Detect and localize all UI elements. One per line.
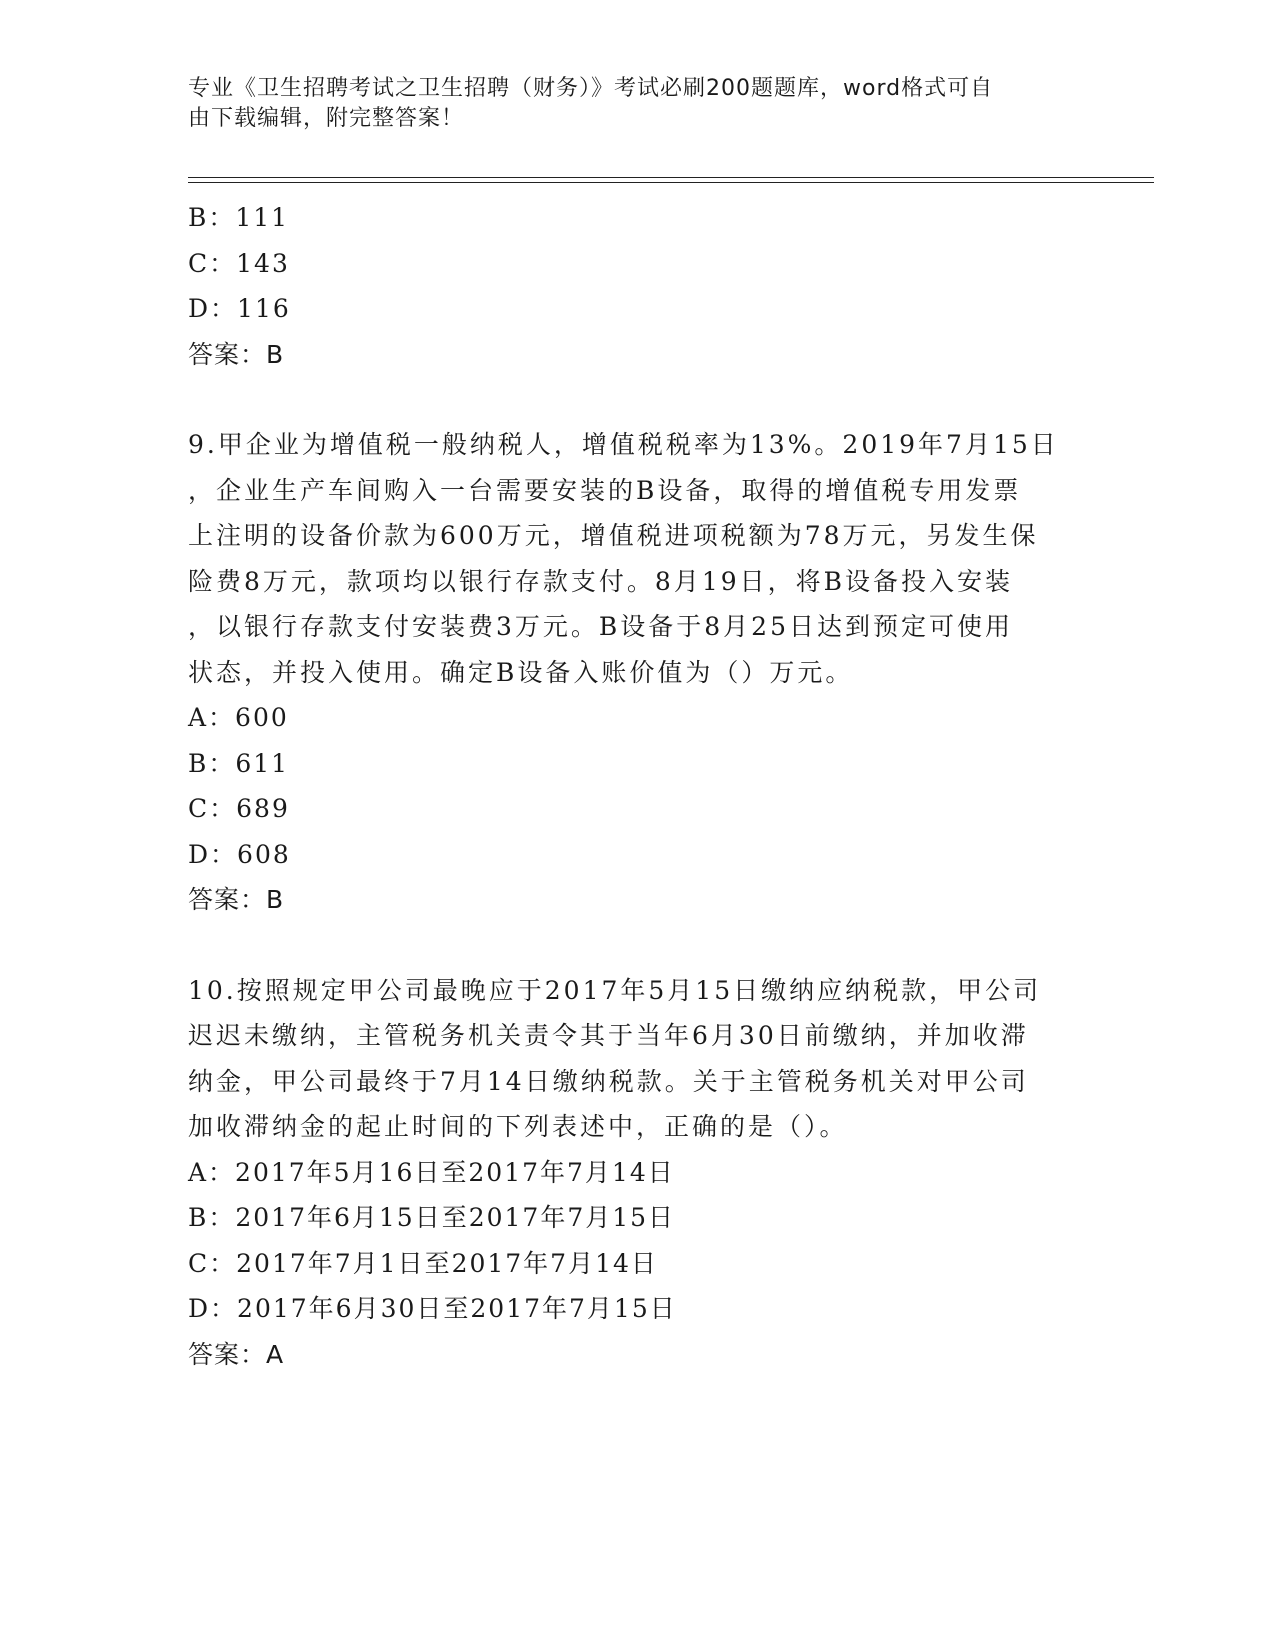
answer-line: 答案：B xyxy=(188,885,285,914)
header-line-1: 专业《卫生招聘考试之卫生招聘（财务）》考试必刷200题题库，word格式可自 xyxy=(188,76,994,101)
option-d: D：2017年6月30日至2017年7月15日 xyxy=(188,1294,677,1323)
question-stem xyxy=(188,968,1078,1150)
stem-line: ，企业生产车间购入一台需要安装的B设备，取得的增值税专用发票 xyxy=(188,475,1022,505)
option-a: A：2017年5月16日至2017年7月14日 xyxy=(188,1157,675,1187)
question-content xyxy=(188,195,1078,1377)
spacer xyxy=(188,923,1078,968)
option-b: B：111 xyxy=(188,203,290,232)
header-divider-bottom xyxy=(188,182,1154,183)
document-header xyxy=(188,74,1078,134)
option-b: B：2017年6月15日至2017年7月15日 xyxy=(188,1203,676,1232)
option-c: C：689 xyxy=(188,794,290,823)
option-c: C：2017年7月1日至2017年7月14日 xyxy=(188,1248,658,1278)
stem-line: 纳金，甲公司最终于7月14日缴纳税款。关于主管税务机关对甲公司 xyxy=(188,1066,1029,1096)
option-c: C：143 xyxy=(188,248,290,278)
option-a: A：600 xyxy=(188,703,289,732)
question-10 xyxy=(188,968,1078,1378)
option-d: D：608 xyxy=(188,839,291,869)
stem-line: 状态，并投入使用。确定B设备入账价值为（）万元。 xyxy=(188,657,854,687)
stem-line: ，以银行存款支付安装费3万元。B设备于8月25日达到预定可使用 xyxy=(188,612,1013,641)
stem-line: 迟迟未缴纳，主管税务机关责令其于当年6月30日前缴纳，并加收滞 xyxy=(188,1021,1029,1050)
stem-line: 加收滞纳金的起止时间的下列表述中，正确的是（）。 xyxy=(188,1112,848,1141)
spacer xyxy=(188,377,1078,422)
stem-line: 9.甲企业为增值税一般纳税人，增值税税率为13%。2019年7月15日 xyxy=(188,430,1059,459)
question-9 xyxy=(188,422,1078,923)
stem-line: 险费8万元，款项均以银行存款支付。8月19日，将B设备投入安装 xyxy=(188,566,1013,596)
question-stem xyxy=(188,422,1078,695)
answer-line: 答案：B xyxy=(188,339,285,369)
stem-line: 上注明的设备价款为600万元，增值税进项税额为78万元，另发生保 xyxy=(188,521,1039,550)
header-divider-top xyxy=(188,177,1154,178)
header-line-2: 由下载编辑，附完整答案！ xyxy=(188,106,465,131)
option-d: D：116 xyxy=(188,294,291,323)
stem-line: 10.按照规定甲公司最晚应于2017年5月15日缴纳应纳税款，甲公司 xyxy=(188,975,1042,1005)
prev-question-block xyxy=(188,195,1078,377)
option-b: B：611 xyxy=(188,748,290,778)
answer-line: 答案：A xyxy=(188,1339,285,1369)
